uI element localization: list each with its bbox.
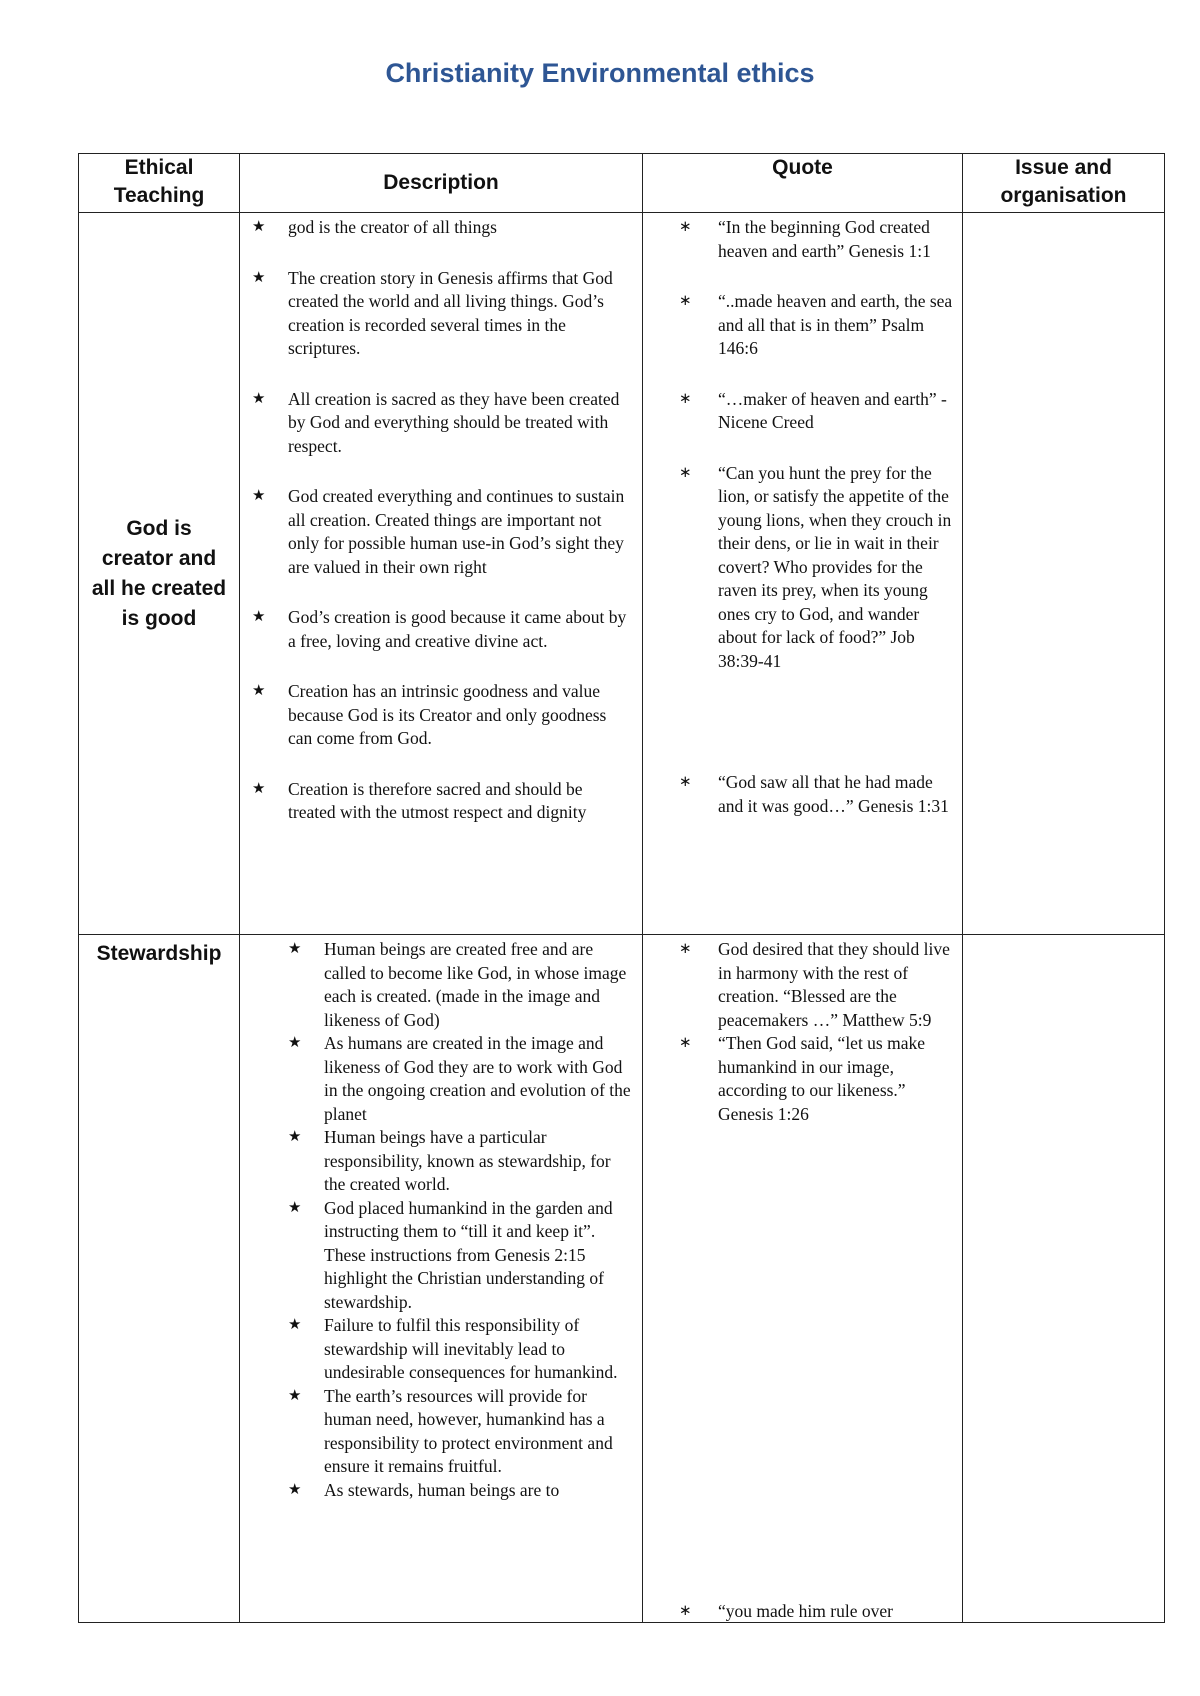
list-item (240, 680, 634, 751)
quote-cell (643, 935, 963, 1623)
description-list (240, 213, 642, 825)
item-text: As humans are created in the image and likeness of God they are to work with God in the ongoing creation and evolution of the planet (324, 1033, 631, 1124)
description-cell (240, 213, 643, 935)
item-text: god is the creator of all things (288, 217, 497, 237)
item-text: Human beings have a particular responsibility, known as stewardship, for the created world. (324, 1127, 611, 1194)
item-text: Creation has an intrinsic goodness and value because God is its Creator and only goodness can come from God. (288, 681, 607, 748)
header-line: Issue and (1015, 156, 1112, 179)
list-item (240, 1385, 634, 1479)
star-bullet-icon: ★ (252, 269, 266, 286)
asterisk-bullet-icon: ∗ (679, 774, 692, 790)
header-line: Ethical (124, 156, 194, 179)
item-text: Failure to fulfil this responsibility of stewardship will inevitably lead to undesirable consequences for humankind. (324, 1315, 618, 1382)
list-item (643, 290, 954, 361)
description-list (240, 935, 642, 1502)
header-line: Teaching (113, 184, 205, 207)
asterisk-bullet-icon: ∗ (679, 219, 692, 235)
list-item (643, 462, 954, 674)
item-text: God placed humankind in the garden and instructing them to “till it and keep it”. These instructions from Genesis 2:15 highlight the Christian understanding of stewardship. (324, 1197, 613, 1312)
item-text: The creation story in Genesis affirms that God created the world and all living things. God’s creation is recorded several times in the scriptures. (288, 267, 613, 358)
list-item (643, 388, 954, 435)
item-text: “In the beginning God created heaven and earth” Genesis 1:1 (718, 217, 931, 261)
list-item (240, 1032, 634, 1126)
star-bullet-icon: ★ (252, 683, 266, 699)
asterisk-bullet-icon: ∗ (679, 390, 692, 407)
list-item (643, 1032, 954, 1126)
item-text: Human beings are created free and are called to become like God, in whose image each is created. (made in the image and likeness of God) (324, 939, 627, 1030)
list-item (240, 1197, 634, 1315)
list-item (643, 1600, 954, 1624)
list-item (240, 938, 634, 1032)
header-issue-organisation (963, 154, 1165, 213)
item-text: “Can you hunt the prey for the lion, or satisfy the appetite of the young lions, when they crouch in their dens, or lie in wait in their covert? Who provides for the raven its prey, when its young ones cry to God, and wander about for lack of food?” Job 38:39-41 (718, 462, 952, 671)
teaching-cell: Stewardship (79, 935, 240, 1623)
item-text: “you made him rule over (718, 1601, 893, 1621)
item-text: “God saw all that he had made and it was good…” Genesis 1:31 (718, 772, 949, 816)
star-bullet-icon: ★ (252, 390, 266, 407)
header-description: Description (240, 154, 643, 213)
list-item (643, 771, 954, 818)
teaching-cell: God is creator and all he created is good (79, 213, 240, 935)
issue-cell (963, 935, 1165, 1623)
list-item (240, 606, 634, 653)
quote-list (643, 935, 962, 1126)
item-text: All creation is sacred as they have been created by God and everything should be treated with respect. (288, 388, 620, 456)
list-item (240, 778, 634, 825)
description-cell (240, 935, 643, 1623)
issue-cell (963, 213, 1165, 935)
list-item (240, 485, 634, 579)
table-header-row (79, 154, 1165, 213)
asterisk-bullet-icon: ∗ (679, 1035, 692, 1051)
quote-list-bottom (643, 1597, 962, 1624)
star-bullet-icon: ★ (288, 1199, 302, 1216)
quote-list (643, 213, 962, 818)
table-row (79, 935, 1165, 1623)
item-text: God desired that they should live in harmony with the rest of creation. “Blessed are the peacemakers …” Matthew 5:9 (718, 939, 950, 1030)
item-text: As stewards, human beings are to (324, 1479, 560, 1500)
quote-cell (643, 213, 963, 935)
list-item (643, 216, 954, 263)
header-line: organisation (1000, 184, 1127, 207)
asterisk-bullet-icon: ∗ (679, 293, 692, 309)
asterisk-bullet-icon: ∗ (679, 941, 692, 957)
item-text: The earth’s resources will provide for human need, however, humankind has a responsibility to protect environment and ensure it remains fruitful. (324, 1385, 613, 1476)
star-bullet-icon: ★ (288, 1481, 302, 1498)
list-item (643, 938, 954, 1032)
star-bullet-icon: ★ (252, 219, 266, 235)
star-bullet-icon: ★ (252, 488, 266, 504)
star-bullet-icon: ★ (288, 1035, 302, 1051)
table-row (79, 213, 1165, 935)
page-title: Christianity Environmental ethics (385, 58, 815, 88)
item-text: “..made heaven and earth, the sea and all that is in them” Psalm 146:6 (718, 291, 953, 358)
asterisk-bullet-icon: ∗ (679, 1603, 692, 1619)
item-text: “…maker of heaven and earth” - Nicene Creed (718, 388, 947, 432)
item-text: “Then God said, “let us make humankind in our image, according to our likeness.” Genesis 1:26 (718, 1033, 926, 1124)
list-item (240, 267, 634, 361)
list-item (240, 216, 634, 240)
star-bullet-icon: ★ (288, 1387, 302, 1404)
header-quote: Quote (643, 154, 963, 213)
ethics-table (78, 153, 1165, 1623)
star-bullet-icon: ★ (252, 609, 266, 625)
star-bullet-icon: ★ (252, 780, 266, 797)
item-text: Creation is therefore sacred and should be treated with the utmost respect and dignity (288, 778, 587, 822)
header-ethical-teaching (79, 154, 240, 213)
item-text: God’s creation is good because it came about by a free, loving and creative divine act. (288, 607, 627, 651)
star-bullet-icon: ★ (288, 941, 302, 957)
list-item (240, 1126, 634, 1197)
star-bullet-icon: ★ (288, 1129, 302, 1145)
item-text: God created everything and continues to sustain all creation. Created things are important not only for possible human use-in God’s sight they are valued in their own right (288, 486, 625, 577)
star-bullet-icon: ★ (288, 1317, 302, 1333)
list-item (240, 1479, 634, 1503)
list-item (240, 388, 634, 459)
list-item (240, 1314, 634, 1385)
asterisk-bullet-icon: ∗ (679, 464, 692, 481)
